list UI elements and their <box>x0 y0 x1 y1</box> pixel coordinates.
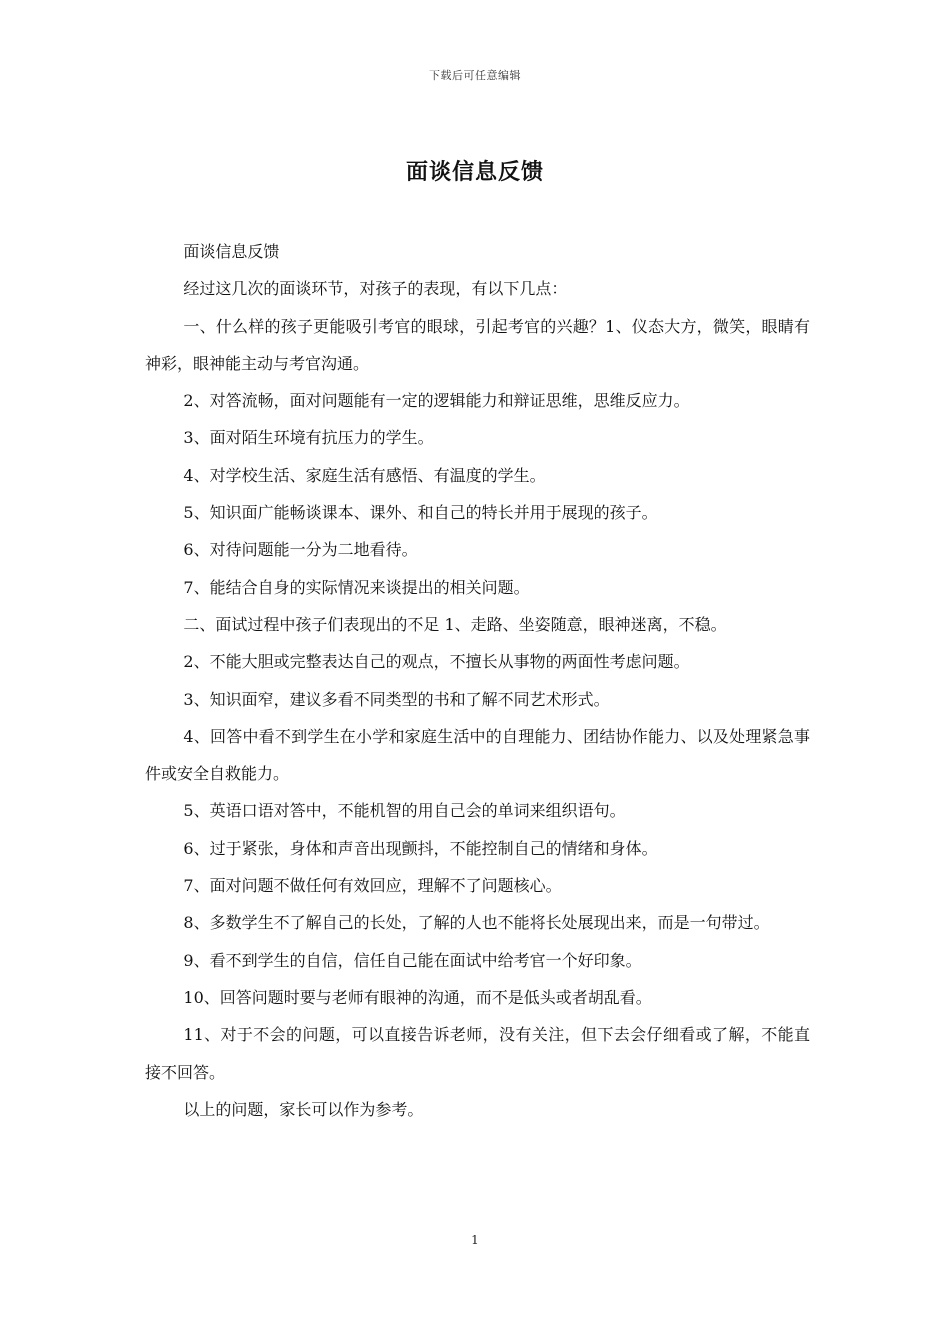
document-body <box>145 233 810 1128</box>
paragraph: 7、能结合自身的实际情况来谈提出的相关问题。 <box>183 577 530 597</box>
paragraph: 7、面对问题不做任何有效回应，理解不了问题核心。 <box>183 876 562 896</box>
paragraph: 3、知识面窄，建议多看不同类型的书和了解不同艺术形式。 <box>183 689 610 709</box>
page-number: 1 <box>471 1233 479 1247</box>
paragraph: 5、英语口语对答中，不能机智的用自己会的单词来组织语句。 <box>183 801 626 821</box>
paragraph: 4、对学校生活、家庭生活有感悟、有温度的学生。 <box>183 465 546 485</box>
paragraph: 面谈信息反馈 <box>183 242 280 261</box>
paragraph: 6、过于紧张，身体和声音出现颤抖，不能控制自己的情绪和身体。 <box>183 838 658 858</box>
paragraph: 2、对答流畅，面对问题能有一定的逻辑能力和辩证思维，思维反应力。 <box>183 391 690 411</box>
paragraph: 二、面试过程中孩子们表现出的不足 1、走路、坐姿随意，眼神迷离，不稳。 <box>183 614 727 634</box>
paragraph: 经过这几次的面谈环节，对孩子的表现，有以下几点： <box>183 279 568 299</box>
document-title: 面谈信息反馈 <box>405 159 544 185</box>
paragraph: 11、对于不会的问题，可以直接告诉老师，没有关注，但下去会仔细看或了解，不能直接不回答。 <box>145 1025 810 1082</box>
paragraph: 8、多数学生不了解自己的长处，了解的人也不能将长处展现出来，而是一句带过。 <box>183 913 770 933</box>
paragraph: 以上的问题，家长可以作为参考。 <box>183 1099 424 1119</box>
header-note: 下载后可任意编辑 <box>429 69 521 82</box>
paragraph: 10、回答问题时要与老师有眼神的沟通，而不是低头或者胡乱看。 <box>183 987 652 1007</box>
paragraph: 5、知识面广能畅谈课本、课外、和自己的特长并用于展现的孩子。 <box>183 503 658 523</box>
paragraph: 4、回答中看不到学生在小学和家庭生活中的自理能力、团结协作能力、以及处理紧急事件或安全自救能力。 <box>145 726 810 784</box>
paragraph: 6、对待问题能一分为二地看待。 <box>183 540 418 560</box>
paragraph: 9、看不到学生的自信，信任自己能在面试中给考官一个好印象。 <box>183 950 642 970</box>
paragraph: 一、什么样的孩子更能吸引考官的眼球，引起考官的兴趣？1、仪态大方，微笑，眼睛有神彩，眼神能主动与考官沟通。 <box>145 316 810 373</box>
paragraph: 3、面对陌生环境有抗压力的学生。 <box>183 428 434 448</box>
paragraph: 2、不能大胆或完整表达自己的观点，不擅长从事物的两面性考虑问题。 <box>183 652 690 672</box>
